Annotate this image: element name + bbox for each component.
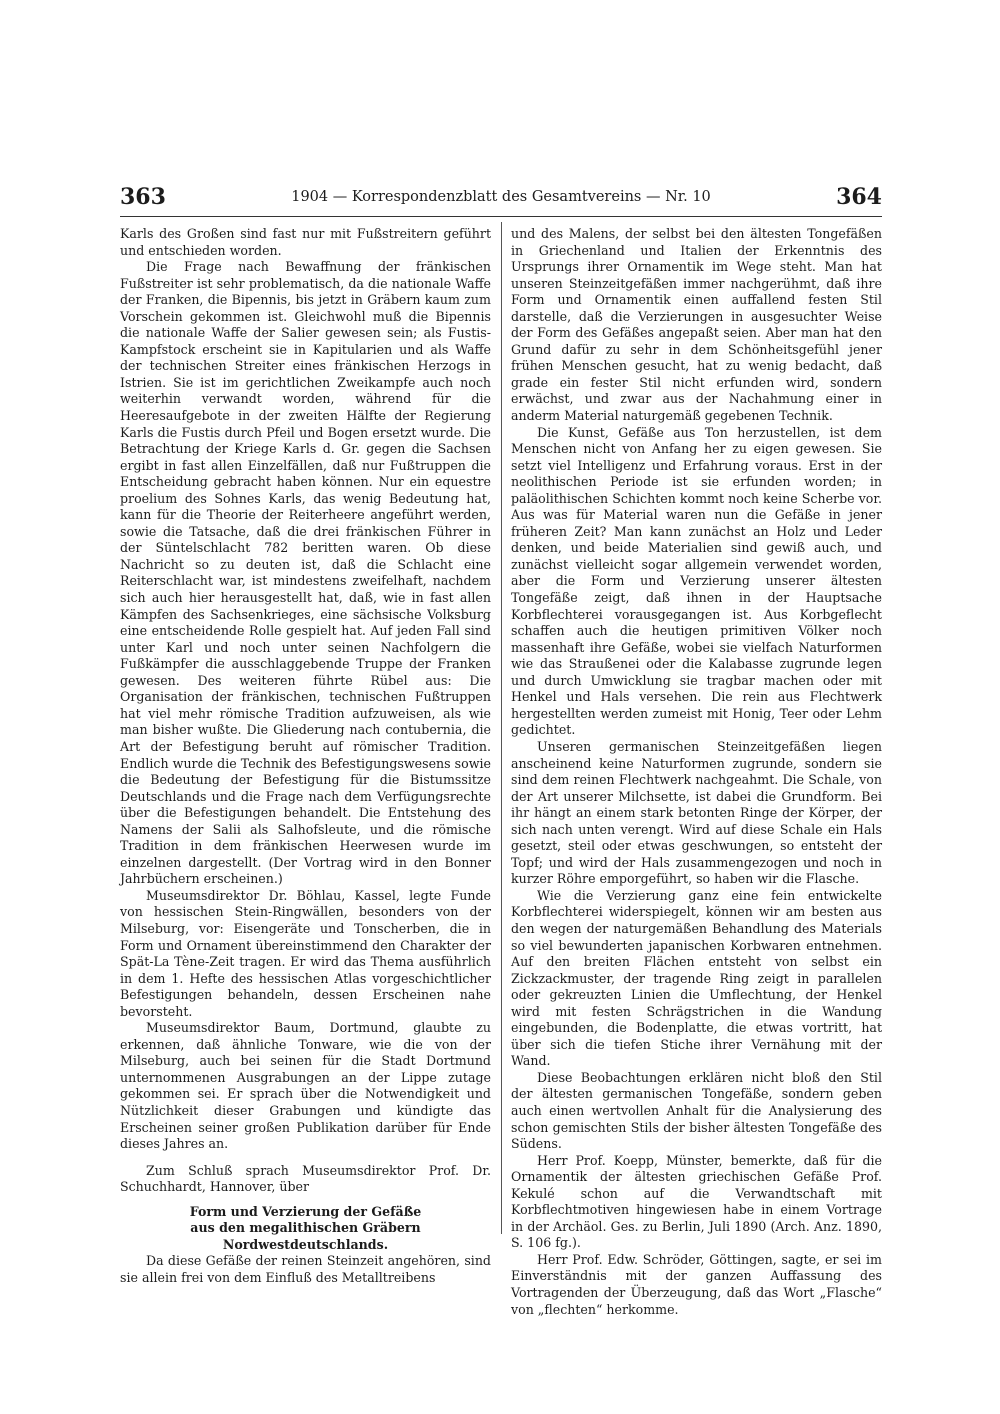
paragraph: Museumsdirektor Dr. Böhlau, Kassel, legte Funde von hessischen Stein-Ringwällen, besonders von der Milseburg, vor: Eisengeräte und Tonscherben, die in Form und Ornament übereinstimmend den Charakter der Spät-La Tène-Zeit tragen. Er wird das Thema ausführlich in dem 1. Hefte des hessischen Atlas vorgeschichtlicher Befestigungen behandeln, dessen Erscheinen nahe bevorsteht. <box>120 887 491 1019</box>
left-column <box>120 226 491 1286</box>
paragraph: Museumsdirektor Baum, Dortmund, glaubte zu erkennen, daß ähnliche Tonware, wie die von der Milseburg, auch bei seinen für die Stadt Dortmund unternommenen Ausgrabungen an der Lippe zutage gekommen sei. Er sprach über die Notwendigkeit und Nützlichkeit dieser Grabungen und kündigte das Erscheinen seiner großen Publikation darüber für Ende dieses Jahres an. <box>120 1020 491 1152</box>
paragraph: Die Frage nach Bewaffnung der fränkischen Fußstreiter ist sehr problematisch, da die nationale Waffe der Franken, die Bipennis, bis jetzt in Gräbern kaum zum Vorschein gekommen ist. Gleichwohl muß die Bipennis die nationale Waffe der Salier gewesen sein; als Fustis-Kampfstock erscheint sie in Kapitularien und als Waffe der technischen Streiter eines fränkischen Herzogs in Istrien. Sie ist im gerichtlichen Zweikampfe auch noch weiterhin verwandt worden, während für die Heeresaufgebote in der zweiten Hälfte der Regierung Karls die Fustis durch Pfeil und Bogen ersetzt wurde. Die Betrachtung der Kriege Karls d. Gr. gegen die Sachsen ergibt in fast allen Einzelfällen, daß nur Fußtruppen die Entscheidung gebracht haben können. Nur ein equestre proelium des Sohnes Karls, das wenig Bedeutung hat, kann für die Theorie der Reiterheere angeführt werden, sowie die Tatsache, daß die drei fränkischen Führer in der Süntelschlacht 782 beritten waren. Ob diese Nachricht so zu deuten ist, daß die Schlacht eine Reiterschlacht war, ist mindestens zweifelhaft, nachdem sich auch hier herausgestellt hat, daß, wie in fast allen Kämpfen des Sachsenkrieges, eine sächsische Volksburg eine entscheidende Rolle gespielt hat. Auf jeden Fall sind unter Karl und noch unter seinen Nachfolgern die Fußkämpfer die ausschlaggebende Truppe der Franken gewesen. Des weiteren führte Rübel aus: Die Organisation der fränkischen, technischen Fußtruppen hat viel mehr römische Tradition aufzuweisen, als wie man bisher wußte. Die Gliederung nach contubernia, die Art der Befestigung beruht auf römischer Tradition. Endlich wurde die Technik des Befestigungswesens sowie die Bedeutung der Befestigung für die Bistumssitze Deutschlands und die Frage nach dem Verfügungsrechte über die Befestigungen behandelt. Die Entstehung des Namens der Salii als Salhofsleute, und die römische Tradition in dem fränkischen Heerwesen wurde im einzelnen dargestellt. (Der Vortrag wird in den Bonner Jahrbüchern erscheinen.) <box>120 259 491 887</box>
page-number-left: 363 <box>120 184 166 210</box>
paragraph: Unseren germanischen Steinzeitgefäßen liegen anscheinend keine Naturformen zugrunde, sondern sie sind dem reinen Flechtwerk nachgeahmt. Die Schale, von der Art unserer Milchsette, ist dabei die Grundform. Bei ihr hängt an einem stark betonten Ringe der Körper, der sich nach unten verengt. Wird auf diese Schale ein Hals gesetzt, steil oder etwas geschwungen, so entsteht der Topf; und wird der Hals zusammengezogen und noch in kurzer Röhre emporgeführt, so haben wir die Flasche. <box>511 738 882 887</box>
page-number-right: 364 <box>836 184 882 210</box>
paragraph: Zum Schluß sprach Museumsdirektor Prof. Dr. Schuchhardt, Hannover, über <box>120 1162 491 1195</box>
page-header <box>120 184 882 212</box>
paragraph: Wie die Verzierung ganz eine fein entwickelte Korbflechterei widerspiegelt, können wir am besten aus den wegen der naturgemäßen Behandlung des Materials so viel bewunderten japanischen Korbwaren entnehmen. Auf den breiten Flächen entsteht von selbst ein Zickzackmuster, der tragende Ring zeigt in parallelen oder gekreuzten Linien die Umflechtung, der Henkel wird mit festen Schrägstrichen in die Wandung eingebunden, die Bodenplatte, die etwas vortritt, hat über sich die tiefen Stiche ihrer Vernähung mit der Wand. <box>511 887 882 1069</box>
paragraph: und des Malens, der selbst bei den ältesten Tongefäßen in Griechenland und Italien der Erkenntnis des Ursprungs ihrer Ornamentik im Wege steht. Man hat unseren Steinzeitgefäßen immer nachgerühmt, daß ihre Form und Ornamentik einen auffallend festen Stil darstelle, daß die Verzierungen in ausgesuchter Weise der Form des Gefäßes angepaßt seien. Aber man hat den Grund dafür zu sehr in dem Schönheitsgefühl jener frühen Menschen gesucht, hat zu wenig bedacht, daß grade ein fester Stil nicht erfunden wird, sondern erwächst, und zwar aus der Nachahmung einer in anderm Material naturgemäß gegebenen Technik. <box>511 226 882 424</box>
section-heading-line: Form und Verzierung der Gefäße <box>189 1203 422 1219</box>
section-heading <box>120 1204 491 1254</box>
paragraph: Herr Prof. Koepp, Münster, bemerkte, daß für die Ornamentik der ältesten griechischen Gefäße Prof. Kekulé schon auf die Verwandtschaft mit Korbflechtmotiven hingewiesen habe in einem Vortrage in der Archäol. Ges. zu Berlin, Juli 1890 (Arch. Anz. 1890, S. 106 fg.). <box>511 1152 882 1251</box>
paragraph: Karls des Großen sind fast nur mit Fußstreitern geführt und entschieden worden. <box>120 226 491 258</box>
right-column <box>511 226 882 1318</box>
paragraph: Diese Beobachtungen erklären nicht bloß den Stil der ältesten germanischen Tongefäße, sondern geben auch einen wertvollen Anhalt für die Analysierung des schon gemischten Stils der bisher ältesten Tongefäße des Südens. <box>511 1069 882 1152</box>
paragraph: Da diese Gefäße der reinen Steinzeit angehören, sind sie allein frei von dem Einfluß des Metalltreibens <box>120 1253 491 1285</box>
column-divider <box>501 222 502 1234</box>
section-heading-line: aus den megalithischen Gräbern Nordwestdeutschlands. <box>190 1220 421 1252</box>
paragraph: Herr Prof. Edw. Schröder, Göttingen, sagte, er sei im Einverständnis mit der ganzen Auffassung des Vortragenden der Überzeugung, daß das Wort „Flasche“ von „flechten“ herkomme. <box>511 1251 882 1317</box>
spacer <box>120 1153 491 1163</box>
header-rule <box>120 216 882 217</box>
paragraph: Die Kunst, Gefäße aus Ton herzustellen, ist dem Menschen nicht von Anfang her zu eigen gewesen. Sie setzt viel Intelligenz und Erfahrung voraus. Erst in der neolithischen Periode ist sie erfunden worden; in paläolithischen Schichten kommt noch keine Scherbe vor. Aus was für Material waren nun die Gefäße in jener früheren Zeit? Man kann zunächst an Holz und Leder denken, und beide Materialien sind gewiß auch, und zunächst vielleicht sogar allgemein verwendet worden, aber die Form und Verzierung unserer ältesten Tongefäße zeigt, daß ihnen in der Hauptsache Korbflechterei vorausgegangen ist. Aus Korbgeflecht schaffen auch die heutigen primitiven Völker noch massenhaft ihre Gefäße, wobei sie vielfach Naturformen wie das Straußenei oder die Kalabasse zugrunde legen und durch Umwicklung sie tragbar machen oder mit Henkel und Hals versehen. Die rein aus Flechtwerk hergestellten werden zumeist mit Honig, Teer oder Lehm gedichtet. <box>511 424 882 738</box>
running-title: 1904 — Korrespondenzblatt des Gesamtvereins — Nr. 10 <box>291 189 711 205</box>
